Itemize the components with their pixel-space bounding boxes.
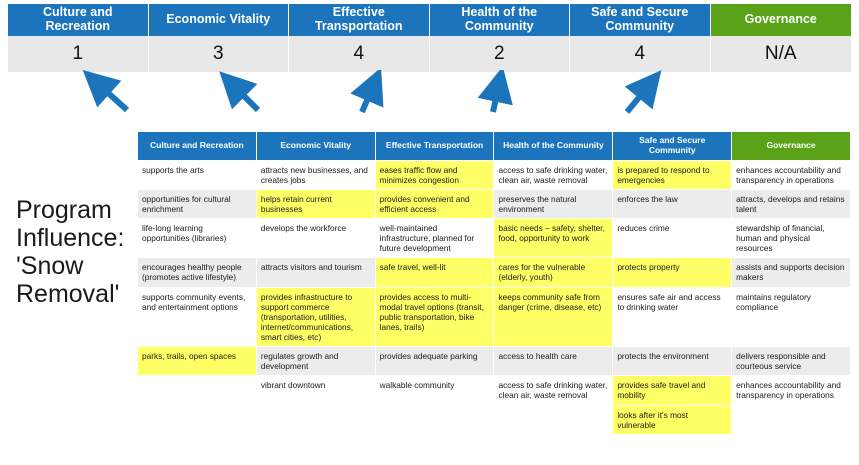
header-column-governance xyxy=(711,4,852,72)
matrix-cell: attracts visitors and tourism xyxy=(256,258,375,287)
program-influence-line-4: Removal' xyxy=(16,280,120,308)
table-row xyxy=(138,347,851,376)
matrix-cell: protects property xyxy=(613,258,732,287)
matrix-cell: cares for the vulnerable (elderly, youth) xyxy=(494,258,613,287)
matrix-cell: develops the workforce xyxy=(256,218,375,257)
matrix-cell: helps retain current businesses xyxy=(256,189,375,218)
matrix-cell: access to safe drinking water, clean air, waste removal xyxy=(494,160,613,189)
header-column-health-of-the-community xyxy=(430,4,571,72)
matrix-cell: eases traffic flow and minimizes congestion xyxy=(375,160,494,189)
matrix-cell xyxy=(256,405,375,434)
influence-arrow xyxy=(627,84,650,112)
matrix-cell: assists and supports decision makers xyxy=(732,258,851,287)
influence-arrow xyxy=(362,84,374,112)
header-score-culture-and-recreation: 1 xyxy=(8,36,149,72)
matrix-header-governance: Governance xyxy=(732,132,851,161)
matrix-cell: enhances accountability and transparency in operations xyxy=(732,160,851,189)
matrix-cell: access to safe drinking water, clean air, waste removal xyxy=(494,376,613,405)
program-influence-line-2: Influence: xyxy=(16,224,125,252)
matrix-cell: opportunities for cultural enrichment xyxy=(138,189,257,218)
header-title-governance: Governance xyxy=(711,4,852,36)
header-title-economic-vitality: Economic Vitality xyxy=(149,4,290,36)
header-title-effective-transportation: Effective Transportation xyxy=(289,4,430,36)
table-row xyxy=(138,405,851,434)
matrix-cell xyxy=(494,405,613,434)
matrix-cell: delivers responsible and courteous service xyxy=(732,347,851,376)
header-column-economic-vitality xyxy=(149,4,290,72)
matrix-cell xyxy=(375,405,494,434)
matrix-cell: provides safe travel and mobility xyxy=(613,376,732,405)
matrix-cell: walkable community xyxy=(375,376,494,405)
matrix-cell xyxy=(138,405,257,434)
header-score-effective-transportation: 4 xyxy=(289,36,430,72)
header-score-economic-vitality: 3 xyxy=(149,36,290,72)
matrix-cell: is prepared to respond to emergencies xyxy=(613,160,732,189)
table-row xyxy=(138,258,851,287)
matrix-cell: reduces crime xyxy=(613,218,732,257)
matrix-cell: basic needs – safety, shelter, food, opportunity to work xyxy=(494,218,613,257)
header-title-culture-and-recreation: Culture and Recreation xyxy=(8,4,149,36)
matrix-header-row xyxy=(138,132,851,161)
program-influence-line-3: 'Snow xyxy=(16,252,84,280)
matrix-cell: access to health care xyxy=(494,347,613,376)
matrix-cell: provides infrastructure to support commerce (transportation, utilities, internet/communications, smart cities, etc) xyxy=(256,287,375,347)
matrix-cell: enhances accountability and transparency in operations xyxy=(732,376,851,405)
table-row xyxy=(138,160,851,189)
header-title-health-of-the-community: Health of the Community xyxy=(430,4,571,36)
matrix-cell: safe travel, well-lit xyxy=(375,258,494,287)
strategic-outcomes-matrix xyxy=(137,131,851,435)
matrix-header-effective-transportation: Effective Transportation xyxy=(375,132,494,161)
matrix-cell: keeps community safe from danger (crime, disease, etc) xyxy=(494,287,613,347)
matrix-cell xyxy=(138,376,257,405)
table-row xyxy=(138,218,851,257)
table-row xyxy=(138,189,851,218)
strategic-outcome-header-bar xyxy=(8,4,851,72)
table-row xyxy=(138,287,851,347)
matrix-cell: enforces the law xyxy=(613,189,732,218)
matrix-cell: preserves the natural environment xyxy=(494,189,613,218)
matrix-header-economic-vitality: Economic Vitality xyxy=(256,132,375,161)
matrix-cell: stewardship of financial, human and physical resources xyxy=(732,218,851,257)
matrix-cell: attracts new businesses, and creates jobs xyxy=(256,160,375,189)
matrix-cell xyxy=(732,405,851,434)
program-influence-line-1: Program xyxy=(16,196,112,224)
matrix-cell: protects the environment xyxy=(613,347,732,376)
influence-arrow xyxy=(232,84,258,110)
header-score-governance: N/A xyxy=(711,36,852,72)
header-column-culture-and-recreation xyxy=(8,4,149,72)
matrix-cell: looks after it's most vulnerable xyxy=(613,405,732,434)
header-score-safe-and-secure-community: 4 xyxy=(570,36,711,72)
matrix-cell: provides access to multi-modal travel options (transit, public transportation, bike lanes, trails) xyxy=(375,287,494,347)
matrix-cell: vibrant downtown xyxy=(256,376,375,405)
matrix-header-safe-and-secure-community: Safe and Secure Community xyxy=(613,132,732,161)
header-score-health-of-the-community: 2 xyxy=(430,36,571,72)
matrix-cell: attracts, develops and retains talent xyxy=(732,189,851,218)
table-row xyxy=(138,376,851,405)
matrix-cell: supports community events, and entertainment options xyxy=(138,287,257,347)
matrix-cell: provides adequate parking xyxy=(375,347,494,376)
influence-arrow xyxy=(493,84,499,112)
matrix-cell: encourages healthy people (promotes active lifestyle) xyxy=(138,258,257,287)
matrix-header-health-of-the-community: Health of the Community xyxy=(494,132,613,161)
matrix-cell: parks, trails, open spaces xyxy=(138,347,257,376)
header-title-safe-and-secure-community: Safe and Secure Community xyxy=(570,4,711,36)
influence-arrow-group xyxy=(0,70,859,132)
matrix-cell: life-long learning opportunities (libraries) xyxy=(138,218,257,257)
matrix-header-culture-and-recreation: Culture and Recreation xyxy=(138,132,257,161)
program-influence-label xyxy=(16,196,134,308)
matrix-cell: provides convenient and efficient access xyxy=(375,189,494,218)
matrix-cell: regulates growth and development xyxy=(256,347,375,376)
matrix-cell: ensures safe air and access to drinking water xyxy=(613,287,732,347)
matrix-cell: well-maintained infrastructure, planned for future development xyxy=(375,218,494,257)
matrix-cell: supports the arts xyxy=(138,160,257,189)
header-column-effective-transportation xyxy=(289,4,430,72)
matrix-cell: maintains regulatory compliance xyxy=(732,287,851,347)
header-column-safe-and-secure-community xyxy=(570,4,711,72)
influence-arrow xyxy=(96,82,127,110)
